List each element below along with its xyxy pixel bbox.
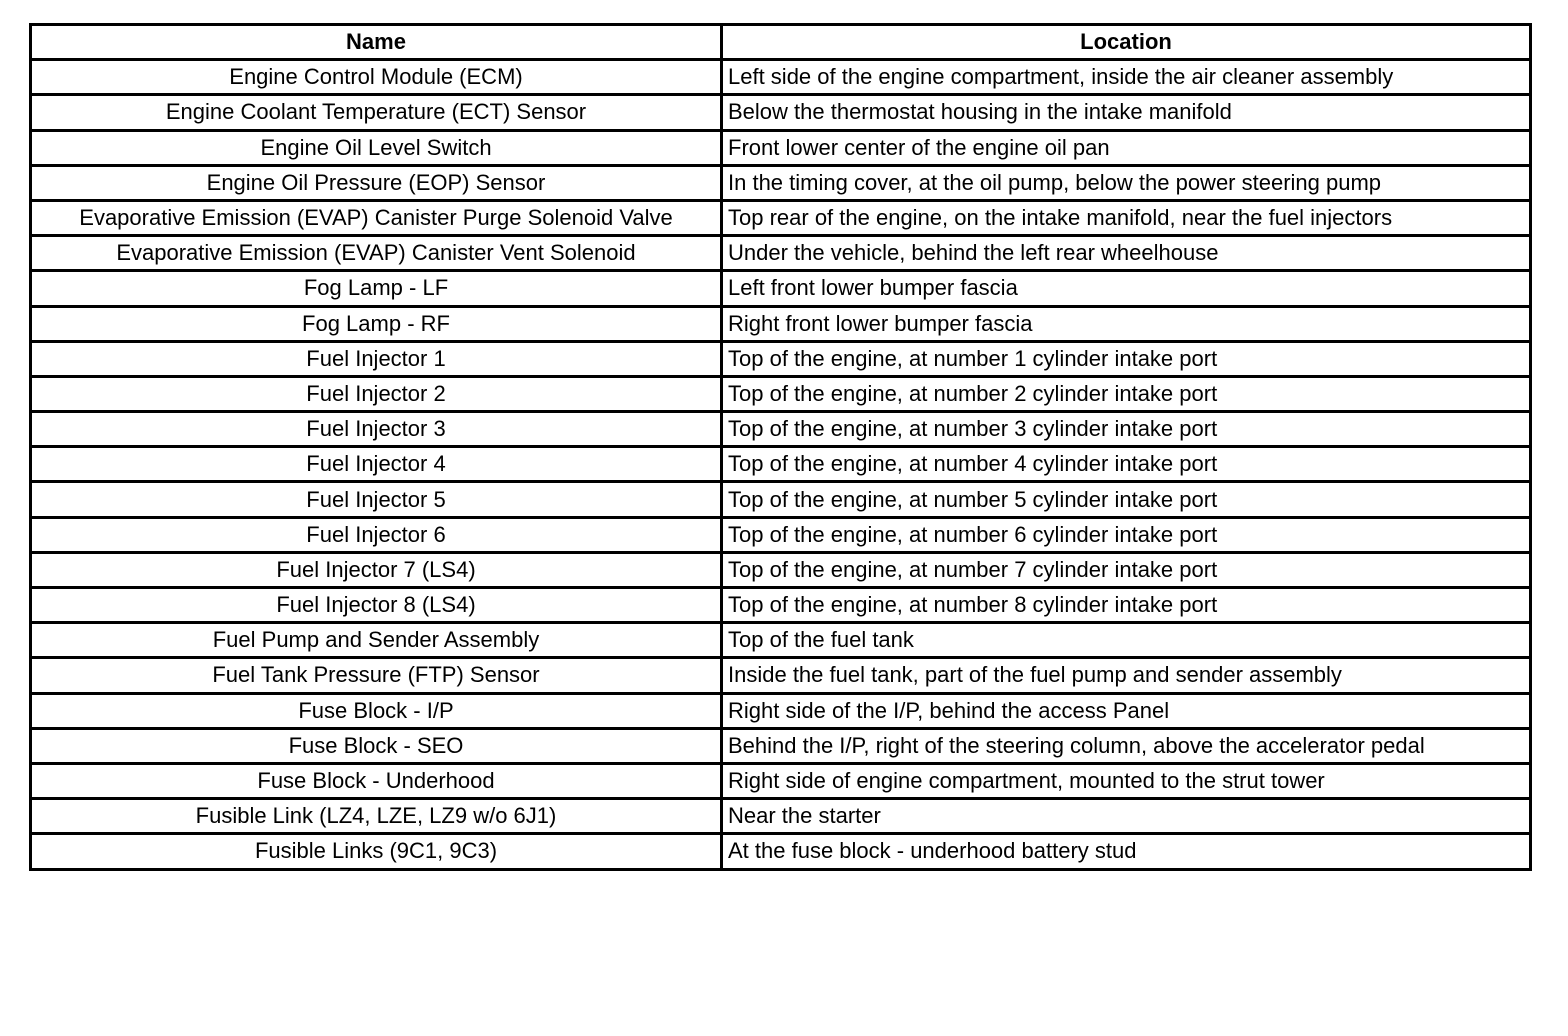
component-name: Fuel Injector 8 (LS4)	[31, 588, 722, 623]
table-row	[31, 447, 1531, 482]
component-locator-table	[29, 23, 1532, 871]
table-row	[31, 165, 1531, 200]
component-location: Left side of the engine compartment, inside the air cleaner assembly	[722, 60, 1531, 95]
component-location: Behind the I/P, right of the steering column, above the accelerator pedal	[722, 728, 1531, 763]
table-row	[31, 376, 1531, 411]
component-name: Fuel Injector 4	[31, 447, 722, 482]
component-name: Engine Oil Pressure (EOP) Sensor	[31, 165, 722, 200]
component-name: Engine Control Module (ECM)	[31, 60, 722, 95]
component-name: Fog Lamp - RF	[31, 306, 722, 341]
component-name: Fuel Injector 2	[31, 376, 722, 411]
table-row	[31, 658, 1531, 693]
table-row	[31, 623, 1531, 658]
header-location: Location	[722, 25, 1531, 60]
table-row	[31, 60, 1531, 95]
component-name: Engine Oil Level Switch	[31, 130, 722, 165]
component-name: Fuel Pump and Sender Assembly	[31, 623, 722, 658]
table-row	[31, 728, 1531, 763]
component-name: Fuel Injector 5	[31, 482, 722, 517]
table-row	[31, 552, 1531, 587]
table-row	[31, 834, 1531, 869]
component-location: Near the starter	[722, 799, 1531, 834]
component-location: Top of the engine, at number 5 cylinder intake port	[722, 482, 1531, 517]
component-location: Top rear of the engine, on the intake manifold, near the fuel injectors	[722, 200, 1531, 235]
component-location: Top of the engine, at number 4 cylinder intake port	[722, 447, 1531, 482]
table-row	[31, 412, 1531, 447]
table-row	[31, 799, 1531, 834]
component-name: Fuel Injector 3	[31, 412, 722, 447]
table-row	[31, 763, 1531, 798]
table-row	[31, 693, 1531, 728]
component-location: Right front lower bumper fascia	[722, 306, 1531, 341]
component-name: Fuse Block - Underhood	[31, 763, 722, 798]
component-name: Engine Coolant Temperature (ECT) Sensor	[31, 95, 722, 130]
table-row	[31, 517, 1531, 552]
table-row	[31, 271, 1531, 306]
component-location: Right side of engine compartment, mounted to the strut tower	[722, 763, 1531, 798]
component-name: Evaporative Emission (EVAP) Canister Vent Solenoid	[31, 236, 722, 271]
component-location: Front lower center of the engine oil pan	[722, 130, 1531, 165]
component-location: Under the vehicle, behind the left rear wheelhouse	[722, 236, 1531, 271]
component-name: Fuel Injector 6	[31, 517, 722, 552]
component-location: At the fuse block - underhood battery stud	[722, 834, 1531, 869]
header-name: Name	[31, 25, 722, 60]
component-name: Fusible Link (LZ4, LZE, LZ9 w/o 6J1)	[31, 799, 722, 834]
component-location: Left front lower bumper fascia	[722, 271, 1531, 306]
component-location: In the timing cover, at the oil pump, below the power steering pump	[722, 165, 1531, 200]
component-location: Top of the engine, at number 7 cylinder intake port	[722, 552, 1531, 587]
header-row	[31, 25, 1531, 60]
component-name: Fuel Tank Pressure (FTP) Sensor	[31, 658, 722, 693]
table-row	[31, 200, 1531, 235]
component-name: Evaporative Emission (EVAP) Canister Purge Solenoid Valve	[31, 200, 722, 235]
component-name: Fog Lamp - LF	[31, 271, 722, 306]
table-row	[31, 588, 1531, 623]
component-location: Top of the engine, at number 2 cylinder intake port	[722, 376, 1531, 411]
component-location: Top of the engine, at number 3 cylinder intake port	[722, 412, 1531, 447]
component-name: Fuel Injector 7 (LS4)	[31, 552, 722, 587]
component-name: Fusible Links (9C1, 9C3)	[31, 834, 722, 869]
component-location: Top of the engine, at number 6 cylinder intake port	[722, 517, 1531, 552]
table-row	[31, 95, 1531, 130]
component-location: Top of the engine, at number 1 cylinder intake port	[722, 341, 1531, 376]
component-name: Fuse Block - SEO	[31, 728, 722, 763]
component-name: Fuse Block - I/P	[31, 693, 722, 728]
table-row	[31, 482, 1531, 517]
component-location: Top of the fuel tank	[722, 623, 1531, 658]
component-location: Below the thermostat housing in the intake manifold	[722, 95, 1531, 130]
table-row	[31, 236, 1531, 271]
component-location: Inside the fuel tank, part of the fuel pump and sender assembly	[722, 658, 1531, 693]
component-location: Top of the engine, at number 8 cylinder intake port	[722, 588, 1531, 623]
table-row	[31, 130, 1531, 165]
component-name: Fuel Injector 1	[31, 341, 722, 376]
table-row	[31, 341, 1531, 376]
component-location: Right side of the I/P, behind the access Panel	[722, 693, 1531, 728]
table-row	[31, 306, 1531, 341]
